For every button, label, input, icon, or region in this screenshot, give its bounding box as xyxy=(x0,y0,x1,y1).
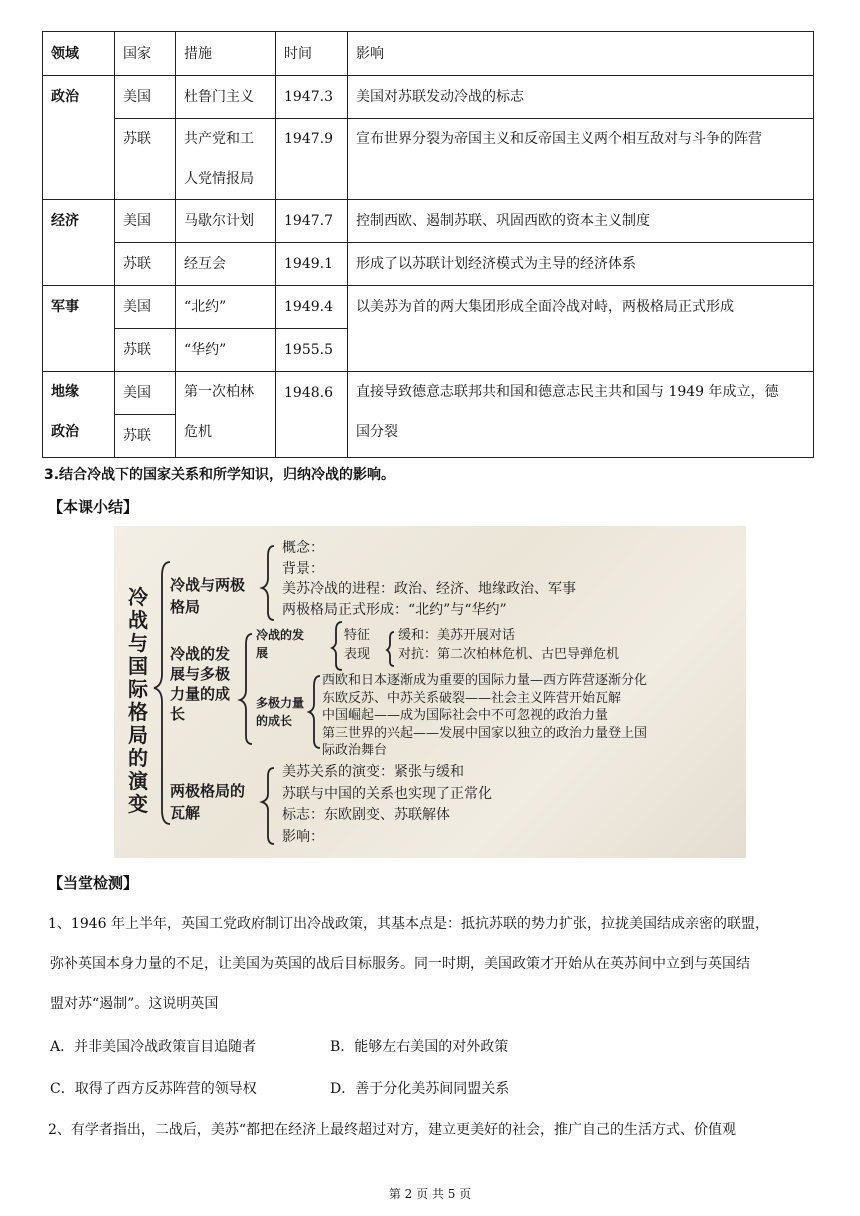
country-cell: 苏联 xyxy=(115,415,176,458)
s1-brace xyxy=(332,622,342,670)
time-cell: 1955.5 xyxy=(276,329,348,372)
time-cell: 1947.3 xyxy=(276,76,348,119)
branch3-items xyxy=(282,762,492,848)
header-time: 时间 xyxy=(276,32,348,76)
mindmap-item: 对抗：第二次柏林危机、古巴导弹危机 xyxy=(398,647,620,662)
impact-cell: 美国对苏联发动冷战的标志 xyxy=(348,76,814,119)
mindmap-item: 概念： xyxy=(282,540,324,556)
mindmap-item: 背景： xyxy=(282,560,324,577)
domain-economic: 经济 xyxy=(43,200,115,286)
table-header-row xyxy=(43,32,814,76)
page-footer: 第 2 页 共 5 页 xyxy=(388,1187,472,1201)
check-heading: 【当堂检测】 xyxy=(48,874,139,892)
q1-option-b[interactable]: B．能够左右美国的对外政策 xyxy=(330,1039,509,1055)
measure-cell xyxy=(176,119,276,200)
mindmap-item: 两极格局正式形成：“北约”与“华约” xyxy=(282,601,507,618)
country-cell: 美国 xyxy=(115,200,176,243)
feature-label: 表现 xyxy=(344,647,371,662)
measure-line: 第一次柏林 xyxy=(184,384,254,400)
root-char: 际 xyxy=(128,677,148,701)
measure-cell: “华约” xyxy=(176,329,276,372)
sub-label-line: 的成长 xyxy=(256,714,293,728)
sub2-label xyxy=(256,694,304,730)
header-measure: 措施 xyxy=(176,32,276,76)
measure-cell: 经互会 xyxy=(176,243,276,286)
q1-option-a[interactable]: A．并非美国冷战政策盲目追随者 xyxy=(50,1039,257,1055)
branch-label-line: 格局 xyxy=(170,598,201,616)
q1-line: 弥补英国本身力量的不足，让美国为英国的战后目标服务。同一时期，美国政策才开始从在英苏间中立到与英国结 xyxy=(50,956,750,972)
country-cell: 苏联 xyxy=(115,329,176,372)
b2-brace xyxy=(240,634,252,744)
mindmap-item: 中国崛起——成为国际社会中不可忽视的政治力量 xyxy=(322,708,609,723)
measure-cell: “北约” xyxy=(176,286,276,329)
root-char: 变 xyxy=(128,792,148,816)
root-char: 冷 xyxy=(128,585,148,609)
mindmap-item: 西欧和日本逐渐成为重要的国际力量—西方阵营逐渐分化 xyxy=(322,673,648,688)
country-cell: 美国 xyxy=(115,76,176,119)
root-char: 的 xyxy=(128,746,148,770)
branch-label-line: 冷战与两极 xyxy=(170,576,246,594)
feature-label: 特征 xyxy=(344,628,371,643)
time-cell: 1949.4 xyxy=(276,286,348,329)
root-char: 国 xyxy=(128,654,148,678)
time-cell: 1947.9 xyxy=(276,119,348,200)
impact-cell: 宣布世界分裂为帝国主义和反帝国主义两个相互敌对与斗争的阵营 xyxy=(348,119,814,200)
domain-line: 地缘 xyxy=(51,384,79,400)
domain-military: 军事 xyxy=(43,286,115,372)
table-row xyxy=(43,119,814,200)
lesson-summary-mindmap xyxy=(114,526,746,858)
table-row xyxy=(43,243,814,286)
table-row xyxy=(43,286,814,329)
impact-cell: 形成了以苏联计划经济模式为主导的经济体系 xyxy=(348,243,814,286)
q1-option-d[interactable]: D．善于分化美苏间同盟关系 xyxy=(330,1081,510,1097)
root-char: 格 xyxy=(128,700,148,724)
sub-label-line: 展 xyxy=(256,646,269,660)
root-char: 演 xyxy=(128,769,148,793)
table-row xyxy=(43,200,814,243)
branch3-label xyxy=(170,780,245,824)
mindmap-item: 缓和：美苏开展对话 xyxy=(398,628,516,643)
sub1-items xyxy=(398,626,619,664)
q1-line: 1、1946 年上半年，英国工党政府制订出冷战政策，其基本点是：抵抗苏联的势力扩张，拉拢美国结成亲密的联盟， xyxy=(48,916,769,932)
impact-line: 国分裂 xyxy=(356,424,398,440)
main-brace xyxy=(154,562,170,824)
mindmap-item: 第三世界的兴起——发展中国家以独立的政治力量登上国 xyxy=(322,725,648,741)
impact-cell: 控制西欧、遏制苏联、巩固西欧的资本主义制度 xyxy=(348,200,814,243)
root-char: 战 xyxy=(128,608,148,632)
header-domain: 领域 xyxy=(43,32,115,76)
mindmap-item: 东欧反苏、中苏关系破裂——社会主义阵营开始瓦解 xyxy=(322,690,622,706)
question-3: 3.结合冷战下的国家关系和所学知识，归纳冷战的影响。 xyxy=(44,467,396,483)
sub-label-line: 冷战的发 xyxy=(256,628,305,642)
measure-cell: 马歇尔计划 xyxy=(176,200,276,243)
measure-line: 危机 xyxy=(184,424,212,440)
mindmap-item: 际政治舞台 xyxy=(322,743,388,758)
summary-heading: 【本课小结】 xyxy=(48,498,139,516)
branch1-items xyxy=(282,538,576,620)
branch-label-line: 两极格局的 xyxy=(170,782,246,800)
measure-cell xyxy=(176,372,276,458)
time-cell: 1948.6 xyxy=(276,372,348,458)
measures-table xyxy=(42,31,814,458)
q2-line: 2、有学者指出，二战后，美苏“都把在经济上最终超过对方，建立更美好的社会，推广自己的生活方式、价值观 xyxy=(48,1122,737,1138)
impact-line: 直接导致德意志联邦共和国和德意志民主共和国与 1949 年成立，德 xyxy=(356,384,779,400)
mindmap-item: 影响： xyxy=(282,828,324,845)
country-cell: 苏联 xyxy=(115,119,176,200)
branch-label-line: 冷战的发 xyxy=(170,645,231,663)
root-char: 与 xyxy=(128,631,148,655)
country-cell: 美国 xyxy=(115,286,176,329)
measure-cell: 杜鲁门主义 xyxy=(176,76,276,119)
sub1-features xyxy=(344,626,370,664)
branch2-label xyxy=(170,644,230,724)
country-cell: 美国 xyxy=(115,372,176,415)
q1-option-c[interactable]: C．取得了西方反苏阵营的领导权 xyxy=(50,1081,257,1097)
header-country: 国家 xyxy=(115,32,176,76)
impact-cell: 以美苏为首的两大集团形成全面冷战对峙，两极格局正式形成 xyxy=(348,286,814,372)
time-cell: 1949.1 xyxy=(276,243,348,286)
measure-line: 共产党和工 xyxy=(184,131,254,147)
measure-line: 人党情报局 xyxy=(184,171,254,187)
branch1-label xyxy=(170,574,245,618)
sub2-items xyxy=(322,672,647,760)
domain-line: 政治 xyxy=(51,424,79,440)
sub-label-line: 多极力量 xyxy=(256,696,305,710)
country-cell: 苏联 xyxy=(115,243,176,286)
header-impact: 影响 xyxy=(348,32,814,76)
mindmap-item: 美苏冷战的进程：政治、经济、地缘政治、军事 xyxy=(282,581,576,597)
feature-brace xyxy=(387,632,394,666)
branch-label-line: 力量的成 xyxy=(170,685,231,703)
domain-political: 政治 xyxy=(43,76,115,200)
b3-brace xyxy=(262,768,274,844)
mindmap-item: 标志：东欧剧变、苏联解体 xyxy=(282,807,450,823)
s2-brace xyxy=(309,676,320,748)
impact-cell xyxy=(348,372,814,458)
domain-geopolitics xyxy=(43,372,115,458)
branch-label-line: 长 xyxy=(170,705,186,723)
mindmap-item: 苏联与中国的关系也实现了正常化 xyxy=(282,785,492,802)
time-cell: 1947.7 xyxy=(276,200,348,243)
table-row xyxy=(43,76,814,119)
table-row xyxy=(43,372,814,415)
mindmap-item: 美苏关系的演变：紧张与缓和 xyxy=(282,764,464,780)
q1-line: 盟对苏“遏制”。这说明英国 xyxy=(50,996,219,1012)
branch-label-line: 瓦解 xyxy=(170,804,201,822)
sub1-label xyxy=(256,626,304,662)
b1-brace xyxy=(262,546,274,620)
root-char: 局 xyxy=(128,723,148,747)
mindmap-root xyxy=(128,586,150,816)
branch-label-line: 展与多极 xyxy=(170,665,231,683)
